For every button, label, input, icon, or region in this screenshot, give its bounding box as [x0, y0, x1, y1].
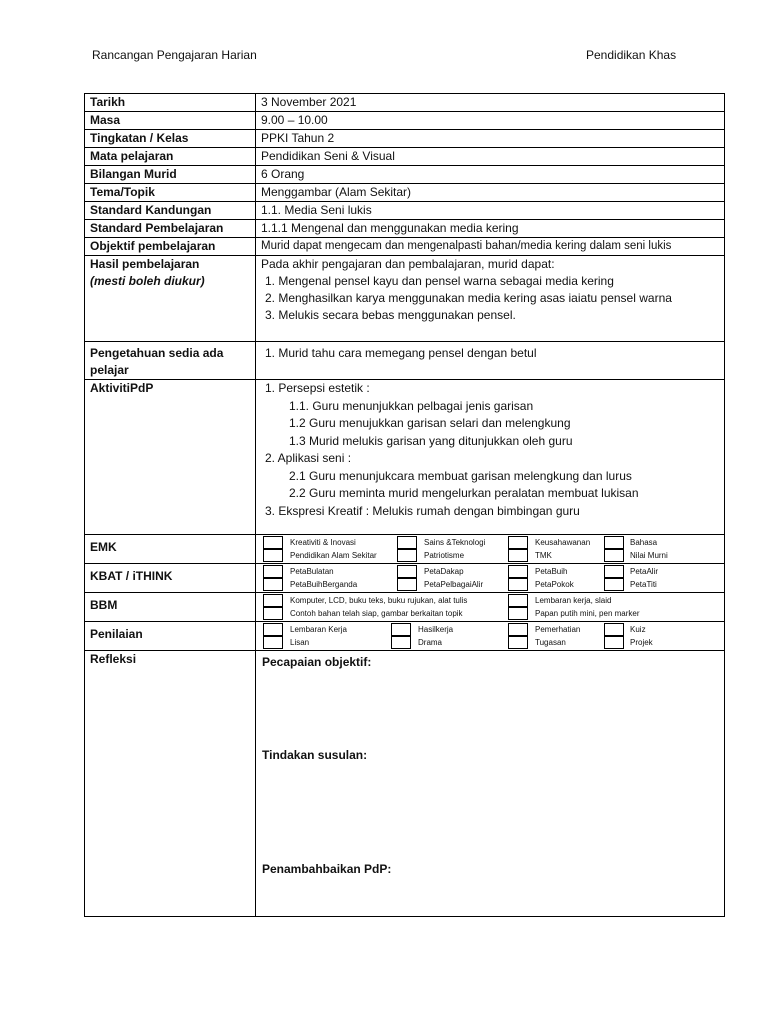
hasil-label: Hasil pembelajaran [90, 257, 200, 271]
value-mata: Pendidikan Seni & Visual [256, 148, 725, 166]
label-kelas: Tingkatan / Kelas [85, 130, 256, 148]
value-tarikh: 3 November 2021 [256, 94, 725, 112]
bbm-checkbox[interactable] [508, 594, 528, 607]
pengetahuan-item: 1. Murid tahu cara memegang pensel dengan betul [265, 346, 537, 360]
emk-option: Sains &Teknologi [424, 538, 486, 547]
kbat-checkbox[interactable] [508, 565, 528, 578]
row-penilaian [85, 622, 725, 651]
aktiviti-line: 1.3 Murid melukis garisan yang ditunjukkan oleh guru [289, 433, 573, 448]
value-tema: Menggambar (Alam Sekitar) [256, 184, 725, 202]
hasil-item: 1. Mengenal pensel kayu dan pensel warna sebagai media kering [265, 274, 614, 288]
bbm-option: Komputer, LCD, buku teks, buku rujukan, alat tulis [290, 596, 468, 605]
label-pengetahuan: Pengetahuan sedia ada pelajar [85, 342, 256, 380]
row-aktiviti [85, 380, 725, 535]
bbm-checkbox[interactable] [263, 607, 283, 620]
value-pengetahuan [256, 342, 725, 380]
bbm-checkbox[interactable] [263, 594, 283, 607]
penilaian-checkbox[interactable] [508, 623, 528, 636]
kbat-option: PetaAlir [630, 567, 659, 576]
label-hasil [85, 256, 256, 342]
label-aktiviti: AktivitiPdP [85, 380, 256, 535]
bbm-option: Papan putih mini, pen marker [535, 609, 640, 618]
aktiviti-line: 1. Persepsi estetik : [265, 381, 370, 395]
row-refleksi [85, 651, 725, 917]
label-refleksi: Refleksi [85, 651, 256, 917]
bbm-checkbox-grid [256, 593, 725, 622]
value-sp: 1.1.1 Mengenal dan menggunakan media kering [256, 220, 725, 238]
row-sk [85, 202, 725, 220]
refleksi-area [256, 651, 725, 917]
aktiviti-line: 1.2 Guru menujukkan garisan selari dan melengkung [289, 416, 571, 430]
penilaian-option: Lisan [290, 638, 310, 647]
hasil-label-note: (mesti boleh diukur) [90, 274, 205, 288]
aktiviti-line: 2.2 Guru meminta murid mengelurkan peralatan membuat lukisan [289, 486, 639, 500]
hasil-item: 2. Menghasilkan karya menggunakan media kering asas iaiatu pensel warna [265, 291, 672, 305]
emk-checkbox[interactable] [397, 549, 417, 562]
penilaian-option: Projek [630, 638, 653, 647]
penilaian-option: Drama [418, 638, 443, 647]
aktiviti-line: 2.1 Guru menunjukcara membuat garisan melengkung dan lurus [289, 468, 632, 483]
aktiviti-line: 1.1. Guru menunjukkan pelbagai jenis garisan [289, 398, 534, 413]
penilaian-option: Lembaran Kerja [290, 625, 347, 634]
emk-checkbox[interactable] [397, 536, 417, 549]
label-objektif: Objektif pembelajaran [85, 238, 256, 256]
penilaian-checkbox[interactable] [391, 636, 411, 649]
emk-option: Pendidikan Alam Sekitar [290, 551, 377, 560]
row-sp [85, 220, 725, 238]
hasil-intro: Pada akhir pengajaran dan pembalajaran, murid dapat: [261, 257, 555, 271]
row-tarikh [85, 94, 725, 112]
label-bbm: BBM [85, 593, 256, 622]
penilaian-checkbox[interactable] [391, 623, 411, 636]
label-mata: Mata pelajaran [85, 148, 256, 166]
penilaian-option: Tugasan [535, 638, 566, 647]
kbat-checkbox-grid [256, 564, 725, 593]
row-bbm [85, 593, 725, 622]
label-sk: Standard Kandungan [85, 202, 256, 220]
emk-option: Nilai Murni [630, 551, 668, 560]
kbat-checkbox[interactable] [397, 565, 417, 578]
value-masa: 9.00 – 10.00 [256, 112, 725, 130]
kbat-option: PetaBuihBerganda [290, 580, 358, 589]
row-emk [85, 535, 725, 564]
penilaian-option: Kuiz [630, 625, 646, 634]
label-emk: EMK [85, 535, 256, 564]
emk-option: Bahasa [630, 538, 658, 547]
kbat-option: PetaBuih [535, 567, 568, 576]
refleksi-pencapaian: Pecapaian objektif: [262, 655, 372, 669]
emk-checkbox[interactable] [604, 549, 624, 562]
hasil-item: 3. Melukis secara bebas menggunakan pensel. [265, 308, 516, 322]
row-murid [85, 166, 725, 184]
kbat-option: PetaPelbagaiAlir [424, 580, 484, 589]
header-subject: Pendidikan Khas [586, 48, 677, 62]
penilaian-option: Pemerhatian [535, 625, 581, 634]
kbat-option: PetaBulatan [290, 567, 334, 576]
kbat-checkbox[interactable] [263, 565, 283, 578]
value-murid: 6 Orang [256, 166, 725, 184]
row-masa [85, 112, 725, 130]
kbat-option: PetaTiti [630, 580, 657, 589]
penilaian-checkbox[interactable] [508, 636, 528, 649]
penilaian-checkbox[interactable] [604, 623, 624, 636]
label-murid: Bilangan Murid [85, 166, 256, 184]
emk-checkbox[interactable] [263, 549, 283, 562]
row-hasil [85, 256, 725, 342]
penilaian-checkbox[interactable] [604, 636, 624, 649]
label-tema: Tema/Topik [85, 184, 256, 202]
aktiviti-line: 2. Aplikasi seni : [265, 451, 352, 465]
kbat-checkbox[interactable] [604, 578, 624, 591]
kbat-checkbox[interactable] [397, 578, 417, 591]
refleksi-tindakan: Tindakan susulan: [262, 748, 368, 762]
emk-option: TMK [535, 551, 552, 560]
refleksi-penambahbaikan: Penambahbaikan PdP: [262, 862, 392, 876]
row-kbat [85, 564, 725, 593]
bbm-option: Contoh bahan telah siap, gambar berkaitan topik [290, 609, 463, 618]
aktiviti-line: 3. Ekspresi Kreatif : Melukis rumah dengan bimbingan guru [265, 503, 580, 518]
label-sp: Standard Pembelajaran [85, 220, 256, 238]
label-kbat: KBAT / iTHINK [85, 564, 256, 593]
kbat-checkbox[interactable] [508, 578, 528, 591]
value-sk: 1.1. Media Seni lukis [256, 202, 725, 220]
penilaian-option: Hasilkerja [418, 625, 454, 634]
header-title: Rancangan Pengajaran Harian [92, 48, 257, 62]
emk-checkbox[interactable] [508, 549, 528, 562]
row-tema [85, 184, 725, 202]
value-aktiviti [256, 380, 725, 535]
kbat-checkbox[interactable] [263, 578, 283, 591]
lesson-plan-table [84, 93, 725, 917]
row-pengetahuan [85, 342, 725, 380]
label-masa: Masa [85, 112, 256, 130]
value-objektif: Murid dapat mengecam dan mengenalpasti bahan/media kering dalam seni lukis [256, 238, 725, 256]
emk-checkbox[interactable] [263, 536, 283, 549]
emk-option: Patriotisme [424, 551, 465, 560]
row-objektif [85, 238, 725, 256]
kbat-checkbox[interactable] [604, 565, 624, 578]
penilaian-checkbox-grid [256, 622, 725, 651]
penilaian-checkbox[interactable] [263, 636, 283, 649]
emk-checkbox[interactable] [508, 536, 528, 549]
row-mata [85, 148, 725, 166]
value-hasil [256, 256, 725, 342]
emk-checkbox[interactable] [604, 536, 624, 549]
kbat-option: PetaPokok [535, 580, 574, 589]
emk-option: Keusahawanan [535, 538, 591, 547]
kbat-option: PetaDakap [424, 567, 464, 576]
label-penilaian: Penilaian [85, 622, 256, 651]
penilaian-checkbox[interactable] [263, 623, 283, 636]
value-kelas: PPKI Tahun 2 [256, 130, 725, 148]
bbm-option: Lembaran kerja, slaid [535, 596, 612, 605]
emk-checkbox-grid [256, 535, 725, 564]
row-kelas [85, 130, 725, 148]
emk-option: Kreativiti & Inovasi [290, 538, 356, 547]
bbm-checkbox[interactable] [508, 607, 528, 620]
label-tarikh: Tarikh [85, 94, 256, 112]
